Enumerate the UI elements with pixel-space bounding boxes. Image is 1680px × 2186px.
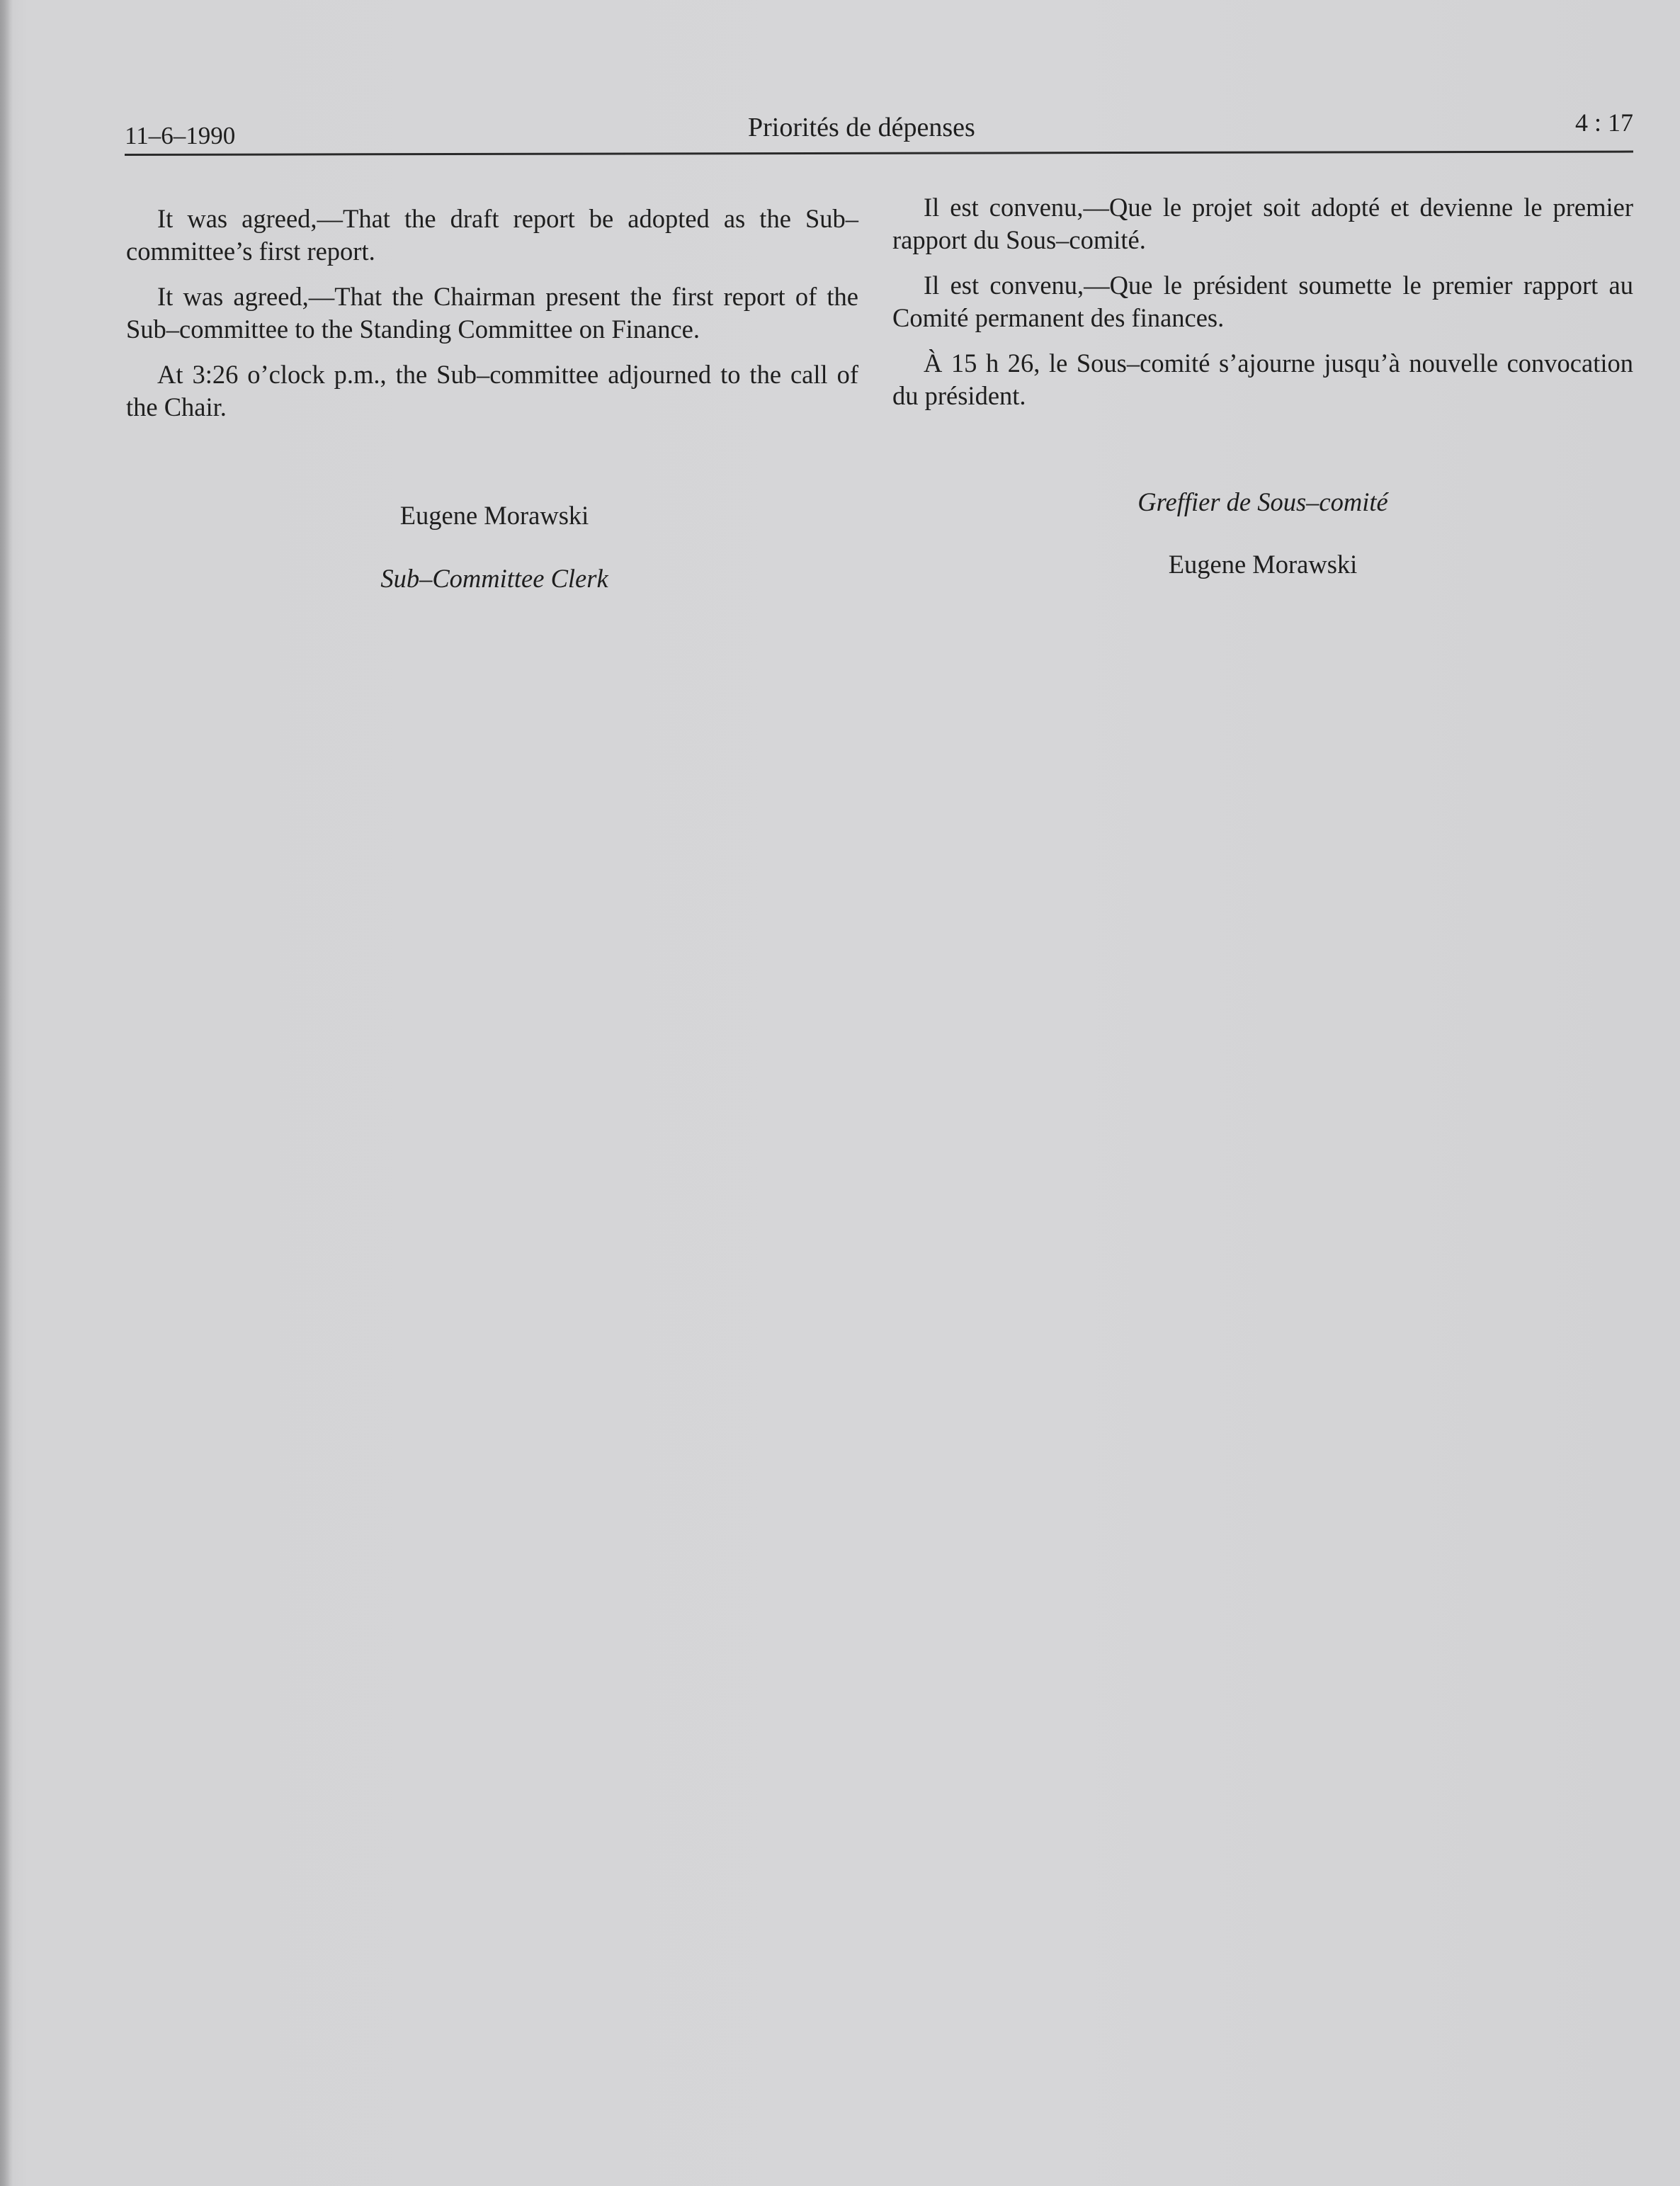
french-column — [892, 191, 1633, 425]
english-column — [126, 203, 858, 436]
header-page-number: 4 : 17 — [1574, 108, 1633, 137]
english-paragraph: At 3:26 o’clock p.m., the Sub–committee adjourned to the call of the Chair. — [126, 360, 858, 421]
running-header — [125, 106, 1633, 156]
english-paragraph: It was agreed,—That the draft report be adopted as the Sub–committee’s first report. — [126, 204, 858, 266]
french-paragraph: Il est convenu,—Que le projet soit adopté et devienne le premier rapport du Sous–comité. — [892, 193, 1633, 254]
french-signature-name: Eugene Morawski — [1168, 550, 1358, 579]
header-date: 11–6–1990 — [125, 122, 236, 149]
header-title: Priorités de dépenses — [748, 113, 975, 142]
header-rule — [125, 151, 1633, 156]
french-signature-title: Greffier de Sous–comité — [1137, 487, 1388, 516]
english-signature-name: Eugene Morawski — [399, 501, 589, 530]
binding-shadow — [0, 0, 13, 2186]
english-signature-title: Sub–Committee Clerk — [380, 564, 608, 593]
english-paragraph: It was agreed,—That the Chairman present the first report of the Sub–committee to the Standing Committee on Finance. — [126, 282, 858, 344]
french-paragraph: Il est convenu,—Que le président soumette le premier rapport au Comité permanent des finances. — [892, 271, 1633, 332]
french-paragraph: À 15 h 26, le Sous–comité s’ajourne jusqu’à nouvelle convocation du président. — [892, 349, 1633, 410]
